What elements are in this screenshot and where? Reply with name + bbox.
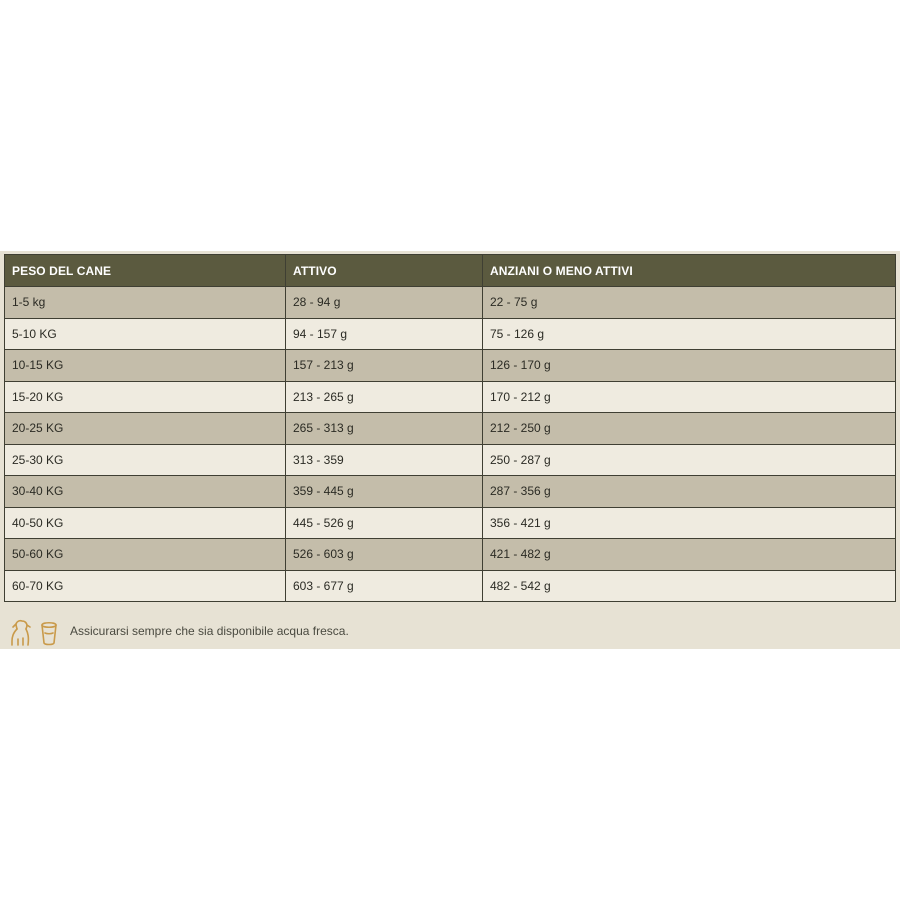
cell-active: 359 - 445 g [286,476,483,508]
cell-senior: 356 - 421 g [483,507,896,539]
feeding-guide-panel [0,251,900,649]
table-row [5,413,896,445]
cell-weight: 10-15 KG [5,350,286,382]
table-row [5,570,896,602]
cell-weight: 15-20 KG [5,381,286,413]
dog-and-water-bowl-icon [6,615,62,647]
cell-weight: 1-5 kg [5,287,286,319]
cell-weight: 60-70 KG [5,570,286,602]
cell-active: 445 - 526 g [286,507,483,539]
cell-senior: 212 - 250 g [483,413,896,445]
cell-senior: 75 - 126 g [483,318,896,350]
table-header-row [5,255,896,287]
cell-senior: 250 - 287 g [483,444,896,476]
cell-active: 313 - 359 [286,444,483,476]
cell-senior: 170 - 212 g [483,381,896,413]
cell-weight: 50-60 KG [5,539,286,571]
cell-senior: 287 - 356 g [483,476,896,508]
cell-active: 94 - 157 g [286,318,483,350]
cell-active: 28 - 94 g [286,287,483,319]
table-row [5,287,896,319]
header-dog-weight: PESO DEL CANE [5,255,286,287]
cell-weight: 20-25 KG [5,413,286,445]
cell-senior: 126 - 170 g [483,350,896,382]
cell-weight: 25-30 KG [5,444,286,476]
feeding-table [4,254,896,602]
table-row [5,381,896,413]
footer-note-text: Assicurarsi sempre che sia disponibile acqua fresca. [70,624,349,638]
cell-senior: 22 - 75 g [483,287,896,319]
cell-active: 526 - 603 g [286,539,483,571]
cell-active: 603 - 677 g [286,570,483,602]
table-row [5,507,896,539]
cell-active: 265 - 313 g [286,413,483,445]
table-row [5,318,896,350]
cell-senior: 421 - 482 g [483,539,896,571]
cell-weight: 40-50 KG [5,507,286,539]
header-senior-less-active: ANZIANI O MENO ATTIVI [483,255,896,287]
table-row [5,539,896,571]
cell-weight: 30-40 KG [5,476,286,508]
header-active: ATTIVO [286,255,483,287]
footer-note [6,613,349,649]
table-row [5,476,896,508]
cell-senior: 482 - 542 g [483,570,896,602]
cell-weight: 5-10 KG [5,318,286,350]
table-row [5,350,896,382]
cell-active: 157 - 213 g [286,350,483,382]
cell-active: 213 - 265 g [286,381,483,413]
table-row [5,444,896,476]
